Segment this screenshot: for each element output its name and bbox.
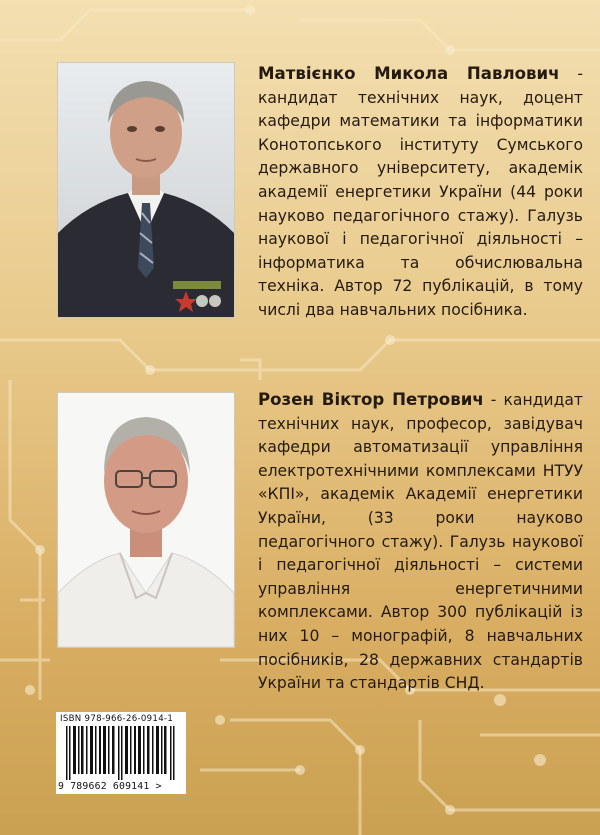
author-bio-1 <box>258 62 583 323</box>
author-name-1: Матвієнко Микола Павлович <box>258 64 560 83</box>
author-description-2: - кандидат технічних наук, професор, завідувач кафедри автоматизації управління електротехнічними комплексами НТУУ «КПІ», академік Академії енергетики України, (33 роки науково педагогічного стажу). Галузь наукової і педагогічної діяльності – системи управління енергетичними комплексами. Автор 300 публікацій із них 10 – монографій, 8 навчальних посібників, 28 державних стандартів України та стандартів СНД. <box>258 391 583 693</box>
isbn-number: ISBN 978-966-26-0914-1 <box>60 714 174 724</box>
author-photo-2 <box>57 392 235 648</box>
barcode-bars <box>62 726 180 780</box>
author-description-1: - кандидат технічних наук, доцент кафедри математики та інформатики Конотопського інституту Сумського державного університету, академік академії енергетики України (44 роки науково педагогічного стажу). Галузь наукової і педагогічної діяльності – інформатика та обчислювальна техніка. Автор 72 публікацій, в тому числі два навчальних посібника. <box>258 65 583 319</box>
isbn-barcode <box>56 712 186 794</box>
author-photo-1 <box>57 62 235 318</box>
author-bio-2 <box>258 388 583 696</box>
author-name-2: Розен Віктор Петрович <box>258 390 484 409</box>
barcode-digits: 9 789662 609141 > <box>58 781 162 792</box>
